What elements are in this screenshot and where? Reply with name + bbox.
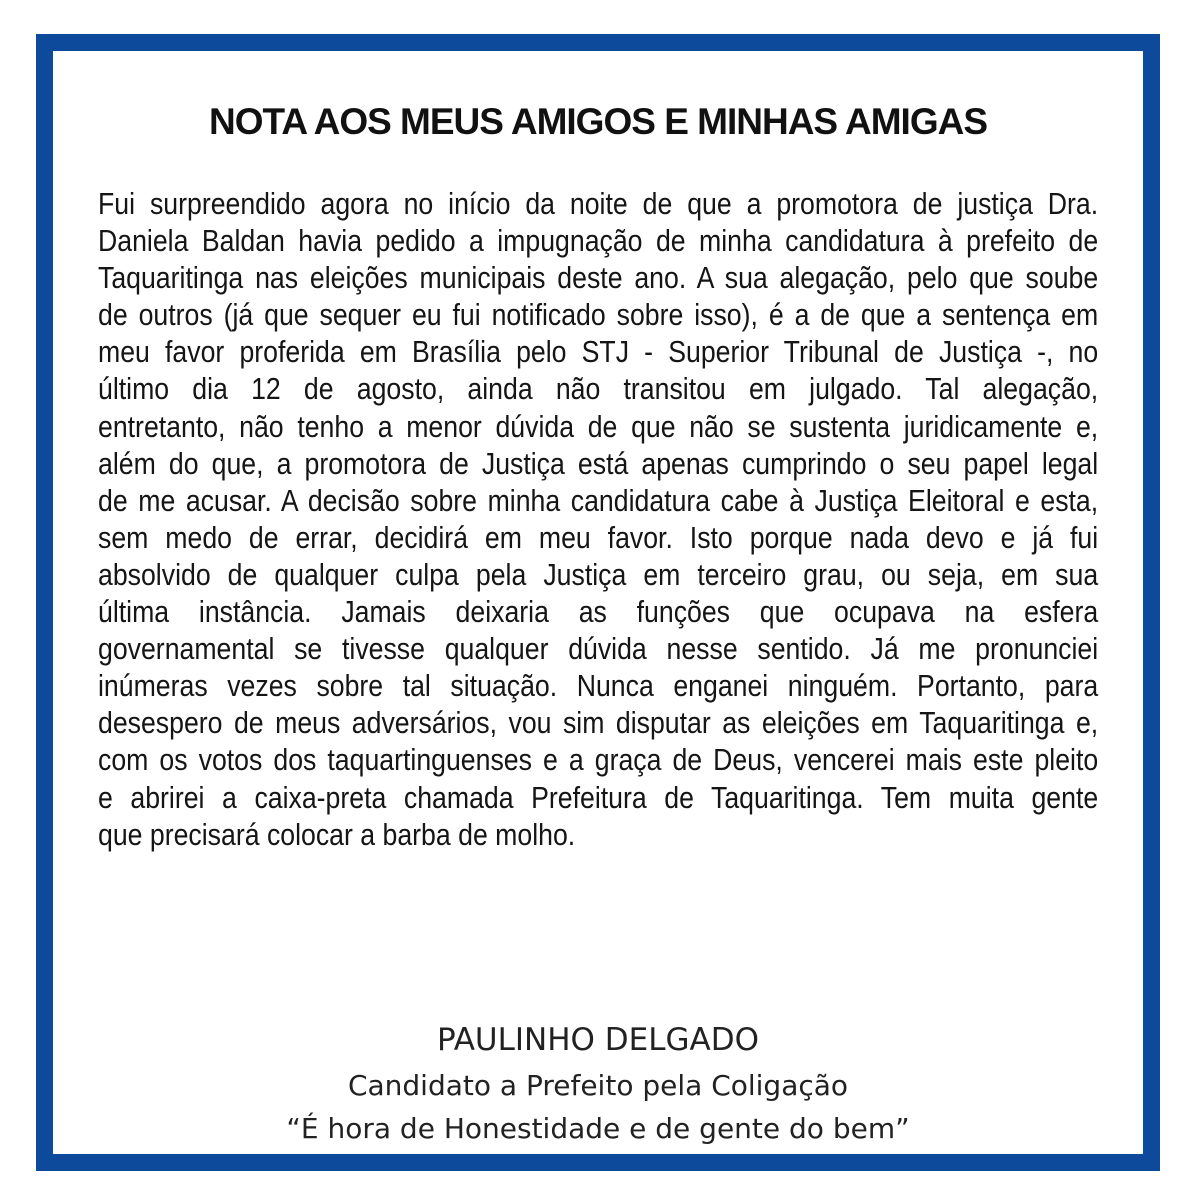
- body-line: Fui surpreendido agora no início da noite de que a promotora de justiça Dra.: [98, 186, 1099, 221]
- signature-slogan: “É hora de Honestidade e de gente do bem”: [286, 1112, 910, 1145]
- body-line: Daniela Baldan havia pedido a impugnação de minha candidatura à prefeito de: [98, 223, 1099, 259]
- body-line: de me acusar. A decisão sobre minha candidatura cabe à Justiça Eleitoral e esta,: [98, 482, 1099, 518]
- note-body: [98, 185, 1098, 853]
- body-line: com os votos dos taquartinguenses e a graça de Deus, vencerei mais este pleito: [98, 742, 1099, 778]
- body-line: sem medo de errar, decidirá em meu favor. Isto porque nada devo e já fui: [98, 519, 1099, 555]
- signature-role: Candidato a Prefeito pela Coligação: [347, 1069, 849, 1102]
- body-line: entretanto, não tenho a menor dúvida de que não se sustenta juridicamente e,: [98, 408, 1099, 444]
- body-line-last: que precisará colocar a barba de molho.: [98, 816, 576, 852]
- note-title: NOTA AOS MEUS AMIGOS E MINHAS AMIGAS: [208, 101, 988, 142]
- body-line: última instância. Jamais deixaria as funções que ocupava na esfera: [98, 594, 1099, 630]
- body-line: e abrirei a caixa-preta chamada Prefeitura de Taquaritinga. Tem muita gente: [98, 779, 1099, 815]
- body-line: de outros (já que sequer eu fui notificado sobre isso), é a de que a sentença em: [98, 297, 1099, 333]
- signature-name: PAULINHO DELGADO: [436, 1022, 759, 1058]
- body-line: inúmeras vezes sobre tal situação. Nunca enganei ninguém. Portanto, para: [98, 668, 1099, 704]
- body-line: desespero de meus adversários, vou sim disputar as eleições em Taquaritinga e,: [98, 705, 1099, 741]
- body-line: governamental se tivesse qualquer dúvida nesse sentido. Já me pronunciei: [98, 631, 1099, 667]
- body-line: absolvido de qualquer culpa pela Justiça em terceiro grau, ou seja, em sua: [98, 556, 1099, 592]
- note-frame: [36, 34, 1160, 1171]
- body-line: Taquaritinga nas eleições municipais deste ano. A sua alegação, pelo que soube: [98, 260, 1099, 296]
- body-line: além do que, a promotora de Justiça está apenas cumprindo o seu papel legal: [98, 445, 1099, 481]
- body-line: último dia 12 de agosto, ainda não transitou em julgado. Tal alegação,: [98, 371, 1099, 407]
- body-line: meu favor proferida em Brasília pelo STJ - Superior Tribunal de Justiça -, no: [98, 334, 1099, 370]
